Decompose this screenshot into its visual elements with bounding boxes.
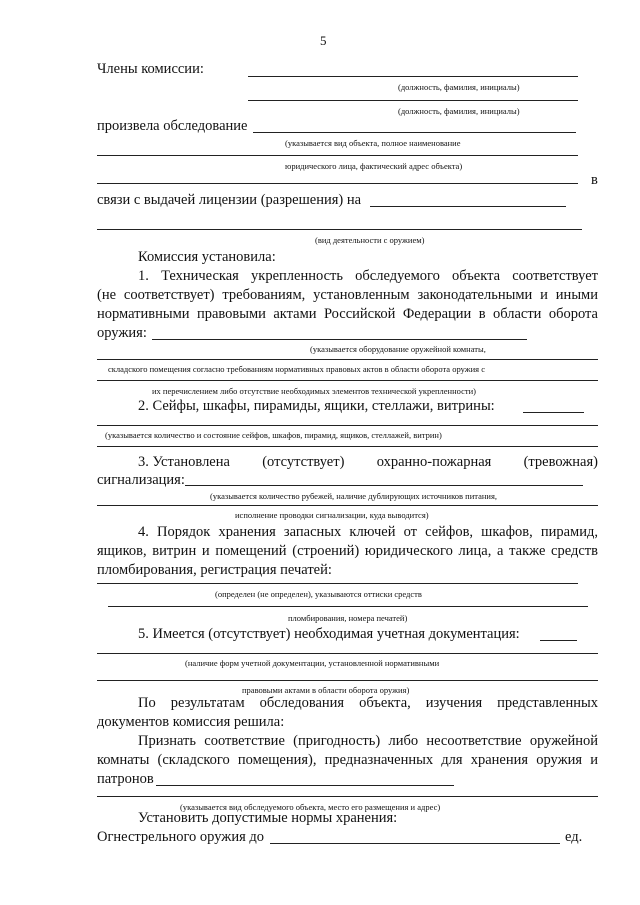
activity-line [97,229,582,230]
keys-hint-2: пломбирования, номера печатей) [288,613,408,623]
docs-hint-2: правовыми актами в области оборота оружия) [242,685,410,695]
item4-line2: ящиков, витрин и помещений (строений) юридического лица, а также средств [97,543,598,559]
docs-hint-1: (наличие форм учетной документации, установленной нормативными [185,658,440,668]
decision-line1: Признать соответствие (пригодность) либо несоответствие оружейной [138,733,598,749]
item4-line3: пломбирования, регистрация печатей: [97,562,332,578]
item3-line1 [138,454,598,471]
item3-word-1: 3. Установлена [138,454,230,470]
alarm-hint-2: исполнение проводки сигнализации, куда выводится) [235,510,429,520]
safes-line-1 [523,412,584,413]
firearms-label: Огнестрельного оружия до [97,829,264,845]
item1-line4: оружия: [97,325,147,341]
item1-line3: нормативными правовыми актами Российской Федерации в области оборота [97,306,598,322]
object-line-2 [97,155,578,156]
decision-line3: патронов [97,771,154,787]
inspection-line [253,132,576,133]
safes-line-2 [97,425,598,426]
object-hint-1: (указывается вид объекта, полное наименование [285,138,461,148]
item1-line2: (не соответствует) требованиям, установленным законодательными и иными [97,287,598,303]
keys-hint-1: (определен (не определен), указываются оттиски средств [215,589,422,599]
item2-text: 2. Сейфы, шкафы, пирамиды, ящики, стеллажи, витрины: [138,398,495,414]
safes-hint: (указывается количество и состояние сейфов, шкафов, пирамид, ящиков, стеллажей, витрин) [105,430,442,440]
location-hint: (указывается вид обследуемого объекта, место его размещения и адрес) [180,802,441,812]
member-1-line [248,76,578,77]
inspection-label: произвела обследование [97,118,248,134]
docs-line-3 [97,680,598,681]
equipment-line-1 [152,339,527,340]
object-line-3 [97,183,578,184]
results-line2: документов комиссия решила: [97,714,285,730]
item1-line1: 1. Техническая укрепленность обследуемого объекта соответствует [138,268,598,284]
item3-word-4: (тревожная) [523,454,598,470]
members-label: Члены комиссии: [97,61,204,77]
equipment-hint-2: складского помещения согласно требованиям нормативных правовых актов в области оборота оружия с [108,364,485,374]
item3-line2: сигнализация: [97,472,185,488]
decision-line2: комнаты (складского помещения), предназначенных для хранения оружия и [97,752,598,768]
item3-word-3: охранно-пожарная [376,454,492,470]
item4-line1: 4. Порядок хранения запасных ключей от сейфов, шкафов, пирамид, [138,524,598,540]
alarm-hint-1: (указывается количество рубежей, наличие дублирующих источников питания, [210,491,498,501]
docs-line-2 [97,653,598,654]
item5-text: 5. Имеется (отсутствует) необходимая учетная документация: [138,626,520,642]
norms-label: Установить допустимые нормы хранения: [138,810,398,826]
firearms-line [270,843,560,844]
object-hint-2: юридического лица, фактический адрес объекта) [285,161,463,171]
results-line1: По результатам обследования объекта, изучения представленных [138,695,598,711]
safes-line-3 [97,446,598,447]
page-number: 5 [320,33,327,48]
equipment-line-2 [97,359,598,360]
decision-line-blank [156,785,454,786]
equipment-hint-1: (указывается оборудование оружейной комнаты, [310,344,486,354]
alarm-line-2 [97,505,598,506]
docs-line-1 [540,640,577,641]
in-letter: в [591,172,598,188]
item3-word-2: (отсутствует) [262,454,345,470]
keys-line-2 [108,606,588,607]
member-2-hint: (должность, фамилия, инициалы) [398,106,520,116]
license-label: связи с выдачей лицензии (разрешения) на [97,192,362,208]
member-2-line [248,100,578,101]
activity-hint: (вид деятельности с оружием) [315,235,425,245]
equipment-hint-3: их перечислением либо отсутствие необходимых элементов технической укрепленности) [152,386,476,396]
keys-line-1 [97,583,578,584]
license-line [370,206,566,207]
member-1-hint: (должность, фамилия, инициалы) [398,82,520,92]
alarm-line-1 [185,485,583,486]
equipment-line-3 [97,380,598,381]
location-line [97,796,598,797]
units-label: ед. [565,829,583,845]
established-heading: Комиссия установила: [138,249,276,265]
